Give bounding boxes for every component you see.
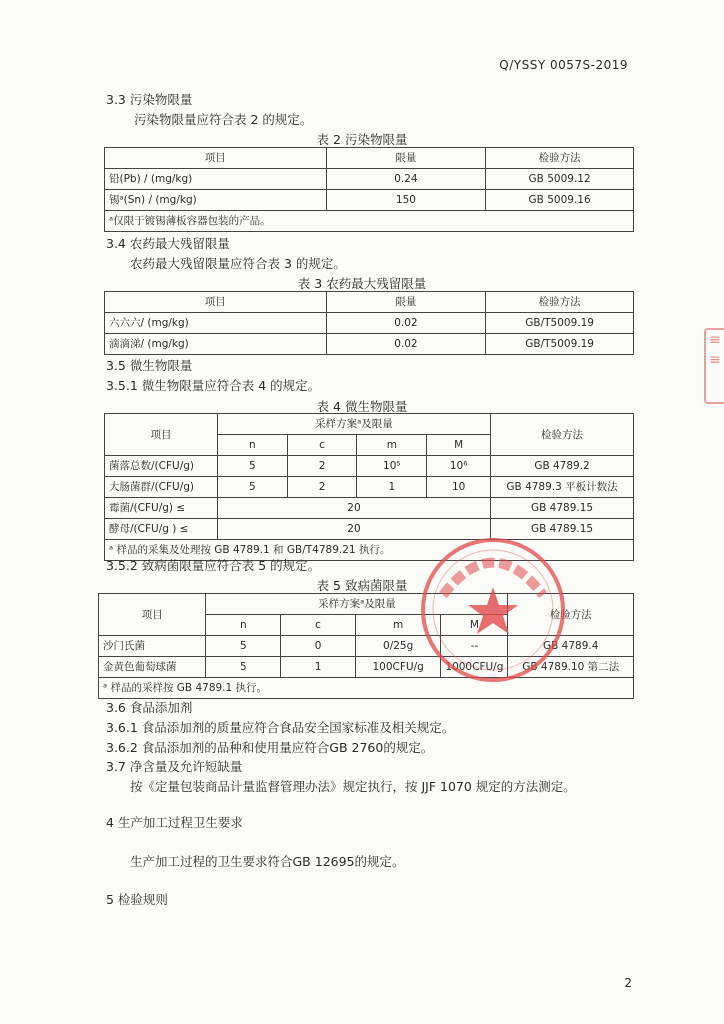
section-text-3-5-1: 3.5.1 微生物限量应符合表 4 的规定。 xyxy=(106,378,321,393)
table-cell: GB 4789.4 xyxy=(508,636,634,657)
table-cell: 5 xyxy=(206,657,281,678)
table-header-cell: n xyxy=(206,615,281,636)
table-cell: 150 xyxy=(326,190,486,211)
table-row xyxy=(105,498,634,519)
table-header-cell: 检验方法 xyxy=(491,414,634,456)
section-heading-5: 5 检验规则 xyxy=(106,892,168,907)
table-header-cell: 项目 xyxy=(105,148,327,169)
table-cell: GB 4789.15 xyxy=(491,498,634,519)
table-cell: 六六六/ (mg/kg) xyxy=(105,313,327,334)
table-note: ᵃ仅限于镀锡薄板容器包装的产品。 xyxy=(105,211,634,232)
section-text-3-5-2: 3.5.2 致病菌限量应符合表 5 的规定。 xyxy=(106,558,321,573)
table-cell: 酵母/(CFU/g ) ≤ xyxy=(105,519,218,540)
company-seal-icon xyxy=(418,535,568,685)
table-cell: GB 4789.10 第二法 xyxy=(508,657,634,678)
table-header-cell: 项目 xyxy=(105,292,327,313)
table-cell: GB 5009.16 xyxy=(486,190,634,211)
section-heading-4: 4 生产加工过程卫生要求 xyxy=(106,815,243,830)
table-header-cell: 检验方法 xyxy=(508,594,634,636)
table2-caption: 表 2 污染物限量 xyxy=(316,132,408,147)
table-header-cell: M xyxy=(427,435,491,456)
table-cell: 0 xyxy=(281,636,356,657)
table-cell: 0.24 xyxy=(326,169,486,190)
table-cell: 1 xyxy=(357,477,427,498)
section-text-3-6-1: 3.6.1 食品添加剂的质量应符合食品安全国家标准及相关规定。 xyxy=(106,720,455,735)
table-header-cell: m xyxy=(357,435,427,456)
table-cell: 20 xyxy=(217,519,490,540)
table-cell: 10⁶ xyxy=(427,456,491,477)
section-text-3-6-2: 3.6.2 食品添加剂的品种和使用量应符合GB 2760的规定。 xyxy=(106,740,434,755)
table-cell: 10⁵ xyxy=(357,456,427,477)
section-heading-3-6: 3.6 食品添加剂 xyxy=(106,700,193,715)
table-cell: 大肠菌群/(CFU/g) xyxy=(105,477,218,498)
section-heading-3-5: 3.5 微生物限量 xyxy=(106,358,193,373)
table-header-cell: M xyxy=(441,615,508,636)
table-cell: 5 xyxy=(206,636,281,657)
table-cell: GB 4789.2 xyxy=(491,456,634,477)
table-header-row xyxy=(105,292,634,313)
table3-caption: 表 3 农药最大残留限量 xyxy=(297,276,427,291)
document-id: Q/YSSY 0057S-2019 xyxy=(499,58,628,72)
table-note: ᵃ 样品的采样按 GB 4789.1 执行。 xyxy=(99,678,634,699)
table-header-cell: 检验方法 xyxy=(486,292,634,313)
table-note-row xyxy=(105,211,634,232)
table-header-cell: 限量 xyxy=(326,148,486,169)
table5-caption: 表 5 致病菌限量 xyxy=(316,578,408,593)
table-header-cell: c xyxy=(281,615,356,636)
table-cell: 菌落总数/(CFU/g) xyxy=(105,456,218,477)
table-header-cell: 项目 xyxy=(105,414,218,456)
section-heading-3-3: 3.3 污染物限量 xyxy=(106,92,193,107)
table-row xyxy=(105,477,634,498)
table-header-row xyxy=(105,148,634,169)
table-note: ᵃ 样品的采集及处理按 GB 4789.1 和 GB/T4789.21 执行。 xyxy=(105,540,634,561)
table-header-cell: m xyxy=(355,615,440,636)
section-heading-3-4: 3.4 农药最大残留限量 xyxy=(106,236,230,251)
table-cell: GB/T5009.19 xyxy=(486,334,634,355)
table-cell: GB 4789.15 xyxy=(491,519,634,540)
table-cell: 2 xyxy=(287,477,357,498)
table-header-cell: c xyxy=(287,435,357,456)
table-cell: 滴滴涕/ (mg/kg) xyxy=(105,334,327,355)
table-3 xyxy=(104,291,634,355)
section-text-3-4: 农药最大残留限量应符合表 3 的规定。 xyxy=(130,256,346,271)
table-row xyxy=(105,456,634,477)
table-row xyxy=(105,313,634,334)
table-header-cell: 检验方法 xyxy=(486,148,634,169)
table-header-row xyxy=(105,414,634,435)
table-cell: 0.02 xyxy=(326,313,486,334)
table-header-cell: 限量 xyxy=(326,292,486,313)
table-cell: 沙门氏菌 xyxy=(99,636,206,657)
table-cell: 1 xyxy=(281,657,356,678)
table-header-cell: 项目 xyxy=(99,594,206,636)
table-cell: 金黄色葡萄球菌 xyxy=(99,657,206,678)
table4-caption: 表 4 微生物限量 xyxy=(316,399,408,414)
table-cell: 2 xyxy=(287,456,357,477)
table-cell: 0/25g xyxy=(355,636,440,657)
table-2 xyxy=(104,147,634,232)
table-cell: 1000CFU/g xyxy=(441,657,508,678)
table-header-cell: 采样方案ᵃ及限量 xyxy=(217,414,490,435)
section-text-4: 生产加工过程的卫生要求符合GB 12695的规定。 xyxy=(130,854,405,869)
table-row xyxy=(105,334,634,355)
edge-stamp-glyph: ≡ xyxy=(709,352,721,368)
table-cell: 霉菌/(CFU/g) ≤ xyxy=(105,498,218,519)
section-heading-3-7: 3.7 净含量及允许短缺量 xyxy=(106,759,243,774)
table-cell: 5 xyxy=(217,456,287,477)
table-row xyxy=(105,169,634,190)
page-number: 2 xyxy=(624,976,632,990)
table-row xyxy=(105,190,634,211)
section-text-3-7: 按《定量包装商品计量监督管理办法》规定执行，按 JJF 1070 规定的方法测定。 xyxy=(130,779,576,794)
table-cell: 铅(Pb) / (mg/kg) xyxy=(105,169,327,190)
edge-stamp-glyph: ≡ xyxy=(709,332,721,348)
table-cell: 0.02 xyxy=(326,334,486,355)
table-cell: 100CFU/g xyxy=(355,657,440,678)
table-cell: 20 xyxy=(217,498,490,519)
table-cell: GB/T5009.19 xyxy=(486,313,634,334)
table-header-cell: 采样方案ᵃ及限量 xyxy=(206,594,508,615)
table-cell: 10 xyxy=(427,477,491,498)
table-cell: 锡ᵃ(Sn) / (mg/kg) xyxy=(105,190,327,211)
table-cell: GB 4789.3 平板计数法 xyxy=(491,477,634,498)
edge-stamp-mark xyxy=(704,328,724,404)
table-cell: GB 5009.12 xyxy=(486,169,634,190)
table-header-cell: n xyxy=(217,435,287,456)
table-cell: 5 xyxy=(217,477,287,498)
table-cell: -- xyxy=(441,636,508,657)
section-text-3-3: 污染物限量应符合表 2 的规定。 xyxy=(134,112,313,127)
